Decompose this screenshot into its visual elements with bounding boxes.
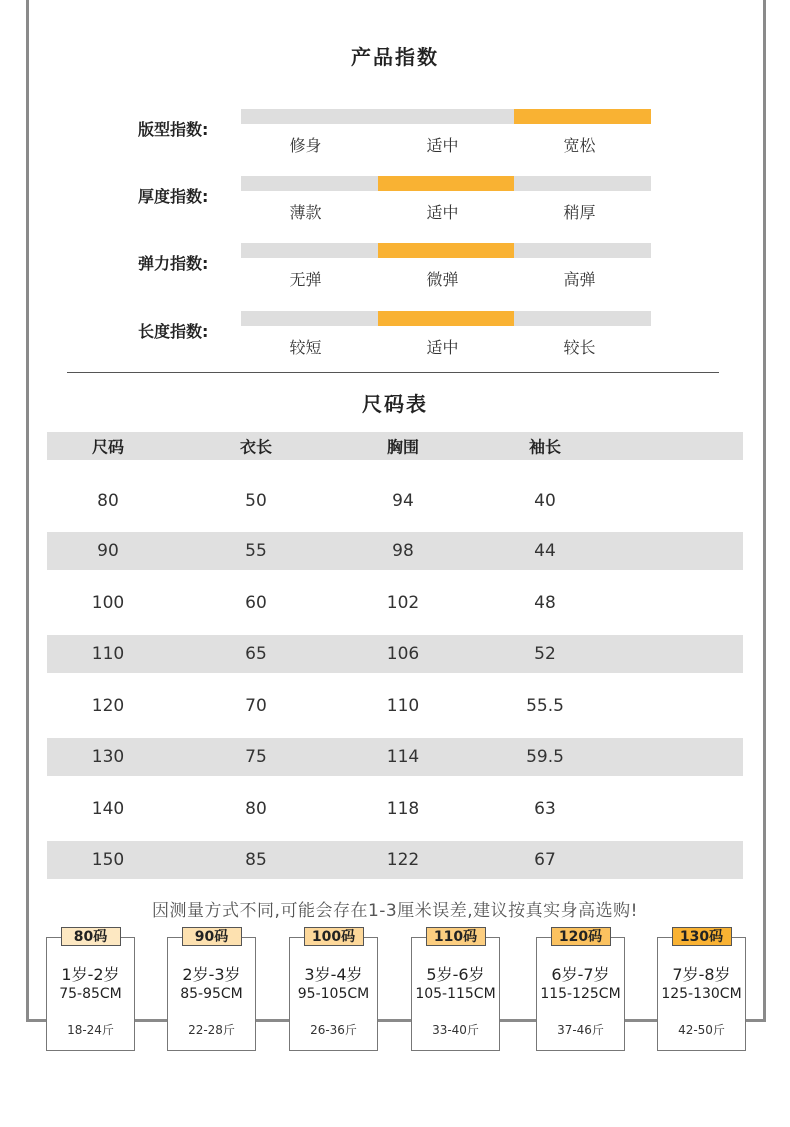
- size-card-age: 7岁-8岁: [672, 965, 731, 984]
- index-option: 适中: [426, 338, 459, 357]
- index-label: 弹力指数:: [138, 254, 209, 273]
- cell-size: 100: [91, 593, 125, 613]
- cell-size: 110: [91, 644, 125, 664]
- cell-length: 85: [245, 850, 267, 870]
- index-bar-segment: [514, 176, 651, 191]
- size-card: [411, 929, 500, 1051]
- cell-sleeve: 67: [534, 850, 556, 870]
- index-option: 无弹: [289, 270, 322, 289]
- size-card-height: 95-105CM: [297, 986, 370, 1002]
- size-card-tag: 100码: [304, 927, 364, 946]
- cell-sleeve: 40: [534, 490, 556, 511]
- index-bar: [241, 243, 651, 258]
- table-row: [47, 680, 743, 732]
- cell-length: 80: [245, 799, 267, 819]
- index-bar-segment: [378, 109, 515, 124]
- size-card: [46, 929, 135, 1051]
- size-card-age: 3岁-4岁: [304, 965, 363, 984]
- cell-length: 55: [245, 541, 267, 561]
- index-bar: [241, 109, 651, 124]
- table-row: [47, 783, 743, 835]
- size-card-age: 6岁-7岁: [551, 965, 610, 984]
- cell-sleeve: 59.5: [526, 747, 564, 767]
- index-label: 版型指数:: [138, 120, 209, 139]
- header-length: 衣长: [239, 437, 273, 457]
- cell-chest: 118: [386, 799, 420, 819]
- cell-sleeve: 52: [534, 644, 556, 664]
- table-row: [47, 460, 743, 526]
- index-option: 薄款: [289, 203, 322, 222]
- cell-chest: 114: [386, 747, 420, 767]
- cell-length: 75: [245, 747, 267, 767]
- size-card-age: 1岁-2岁: [61, 965, 120, 984]
- cell-size: 120: [91, 696, 125, 716]
- size-card-tag: 90码: [182, 927, 242, 946]
- index-bar-segment: [514, 311, 651, 326]
- cell-length: 70: [245, 696, 267, 716]
- size-card-height: 105-115CM: [415, 986, 496, 1002]
- cell-length: 60: [245, 593, 267, 613]
- cell-chest: 98: [392, 541, 414, 561]
- size-card-tag: 80码: [61, 927, 121, 946]
- cell-chest: 110: [386, 696, 420, 716]
- size-card-weight: 22-28斤: [188, 1023, 235, 1037]
- size-table-header: [47, 432, 743, 460]
- size-card-height: 75-85CM: [59, 986, 122, 1002]
- cell-size: 90: [97, 541, 119, 561]
- cell-sleeve: 55.5: [526, 696, 564, 716]
- index-bar-segment: [241, 311, 378, 326]
- table-row: [47, 738, 743, 776]
- index-bar-segment: [241, 109, 378, 124]
- size-card-height: 115-125CM: [540, 986, 621, 1002]
- size-table: [47, 432, 743, 886]
- product-index-title: 产品指数: [351, 45, 439, 69]
- index-option: 宽松: [563, 136, 596, 155]
- size-chart-title: 尺码表: [362, 392, 428, 416]
- cell-chest: 122: [386, 850, 420, 870]
- index-option: 修身: [289, 136, 322, 155]
- index-option: 较短: [289, 338, 322, 357]
- index-option: 稍厚: [563, 203, 596, 222]
- size-card-weight: 18-24斤: [67, 1023, 114, 1037]
- header-sleeve: 袖长: [528, 437, 562, 457]
- table-row: [47, 577, 743, 629]
- size-card-weight: 33-40斤: [432, 1023, 479, 1037]
- size-table-body: [47, 460, 743, 879]
- index-label: 厚度指数:: [138, 187, 209, 206]
- measurement-note: 因测量方式不同,可能会存在1-3厘米误差,建议按真实身高选购!: [152, 901, 638, 921]
- cell-sleeve: 63: [534, 799, 556, 819]
- size-card: [167, 929, 256, 1051]
- header-chest: 胸围: [386, 437, 420, 457]
- index-bar-segment-selected: [378, 243, 515, 258]
- cell-length: 65: [245, 644, 267, 664]
- index-label: 长度指数:: [138, 322, 209, 341]
- size-card-tag: 130码: [672, 927, 732, 946]
- cell-chest: 106: [386, 644, 420, 664]
- cell-size: 80: [97, 490, 119, 511]
- cell-length: 50: [245, 490, 267, 511]
- size-card-age: 2岁-3岁: [182, 965, 241, 984]
- index-bar: [241, 176, 651, 191]
- table-row: [47, 635, 743, 673]
- header-size: 尺码: [91, 437, 125, 457]
- size-card-height: 125-130CM: [661, 986, 742, 1002]
- section-divider: [67, 372, 719, 373]
- index-option: 较长: [563, 338, 596, 357]
- size-card: [657, 929, 746, 1051]
- table-row: [47, 841, 743, 879]
- size-card-age: 5岁-6岁: [426, 965, 485, 984]
- table-row: [47, 532, 743, 570]
- index-bar: [241, 311, 651, 326]
- index-option: 适中: [426, 136, 459, 155]
- size-card-height: 85-95CM: [180, 986, 243, 1002]
- size-card-tag: 110码: [426, 927, 486, 946]
- index-bar-segment-selected: [514, 109, 651, 124]
- cell-sleeve: 48: [534, 593, 556, 613]
- index-bar-segment-selected: [378, 311, 515, 326]
- index-bar-segment: [241, 176, 378, 191]
- index-option: 高弹: [563, 270, 596, 289]
- cell-sleeve: 44: [534, 541, 556, 561]
- index-bar-segment: [514, 243, 651, 258]
- index-option: 微弹: [426, 270, 459, 289]
- cell-chest: 94: [392, 490, 414, 511]
- size-card: [289, 929, 378, 1051]
- size-card: [536, 929, 625, 1051]
- size-card-weight: 26-36斤: [310, 1023, 357, 1037]
- cell-size: 150: [91, 850, 125, 870]
- cell-size: 130: [91, 747, 125, 767]
- size-card-tag: 120码: [551, 927, 611, 946]
- cell-chest: 102: [386, 593, 420, 613]
- cell-size: 140: [91, 799, 125, 819]
- index-bar-segment-selected: [378, 176, 515, 191]
- size-card-weight: 42-50斤: [678, 1023, 725, 1037]
- index-option: 适中: [426, 203, 459, 222]
- index-bar-segment: [241, 243, 378, 258]
- size-card-weight: 37-46斤: [557, 1023, 604, 1037]
